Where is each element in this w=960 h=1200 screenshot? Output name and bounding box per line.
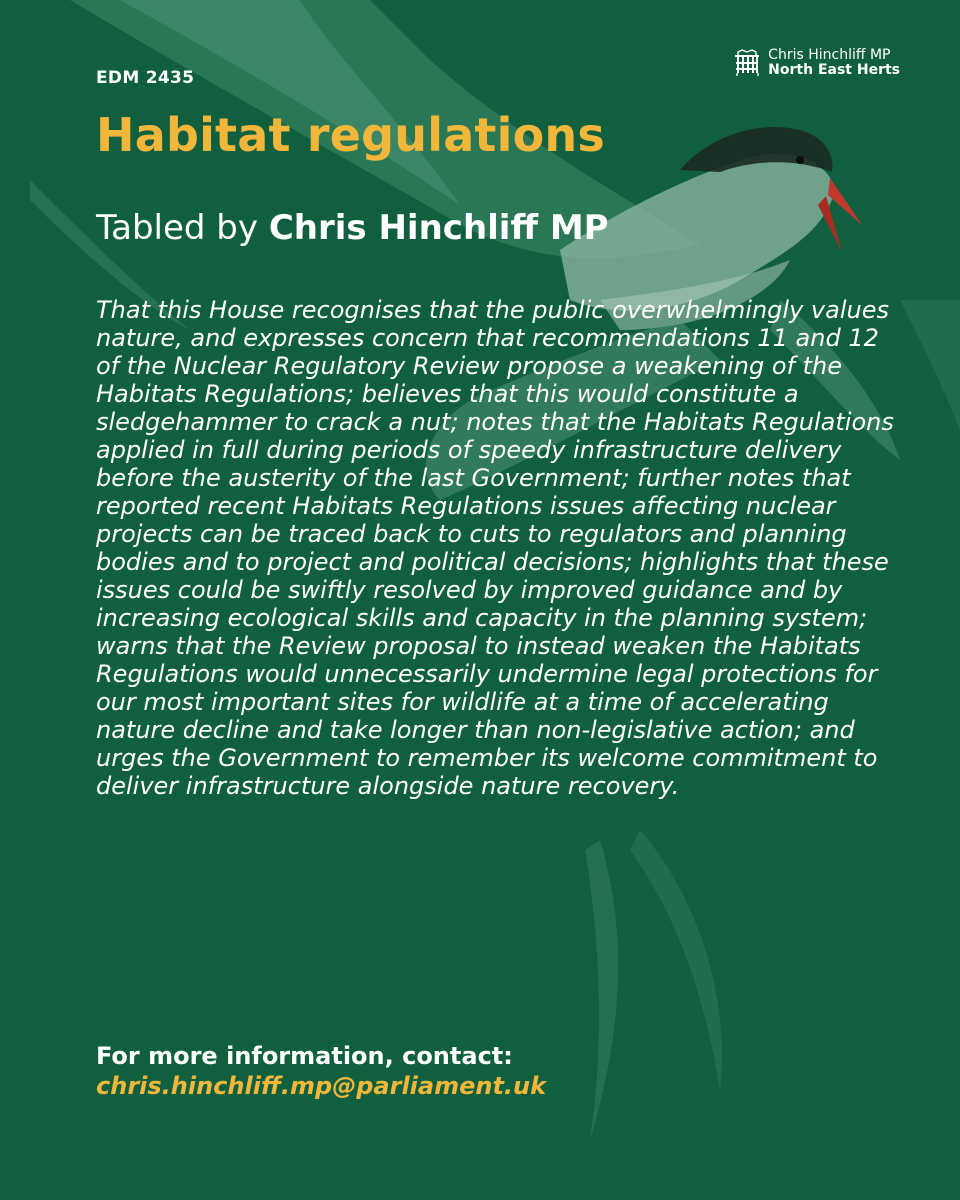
tabled-by-line bbox=[96, 208, 609, 248]
edm-number: EDM 2435 bbox=[96, 68, 195, 88]
contact-label: For more information, contact: bbox=[96, 1042, 513, 1070]
logo-constituency: North East Herts bbox=[768, 61, 900, 78]
contact-email[interactable]: chris.hinchliff.mp@parliament.uk bbox=[96, 1072, 547, 1100]
logo-mp-name: Chris Hinchliff MP bbox=[768, 47, 891, 63]
motion-text: That this House recognises that the public overwhelmingly values nature, and expresses concern that recommendations 11 and 12 of the Nuclear Regulatory Review propose a weakening of the Habitats Regulations; believes that this would constitute a sledgehammer to crack a nut; notes that the Habitats Regulations applied in full during periods of speedy infrastructure delivery before the austerity of the last Government; further notes that reported recent Habitats Regulations issues affecting nuclear projects can be traced back to cuts to regulators and planning bodies and to project and political decisions; highlights that these issues could be swiftly resolved by improved guidance and by increasing ecological skills and capacity in the planning system; warns that the Review proposal to instead weaken the Habitats Regulations would unnecessarily undermine legal protections for our most important sites for wildlife at a time of accelerating nature decline and take longer than non-legislative action; and urges the Government to remember its welcome commitment to deliver infrastructure alongside nature recovery. bbox=[96, 296, 894, 800]
mp-logo bbox=[734, 48, 900, 77]
tabled-by-prefix: Tabled by bbox=[96, 208, 269, 248]
portcullis-icon bbox=[734, 49, 760, 77]
page-title: Habitat regulations bbox=[96, 108, 605, 162]
tabled-by-name: Chris Hinchliff MP bbox=[268, 208, 609, 248]
